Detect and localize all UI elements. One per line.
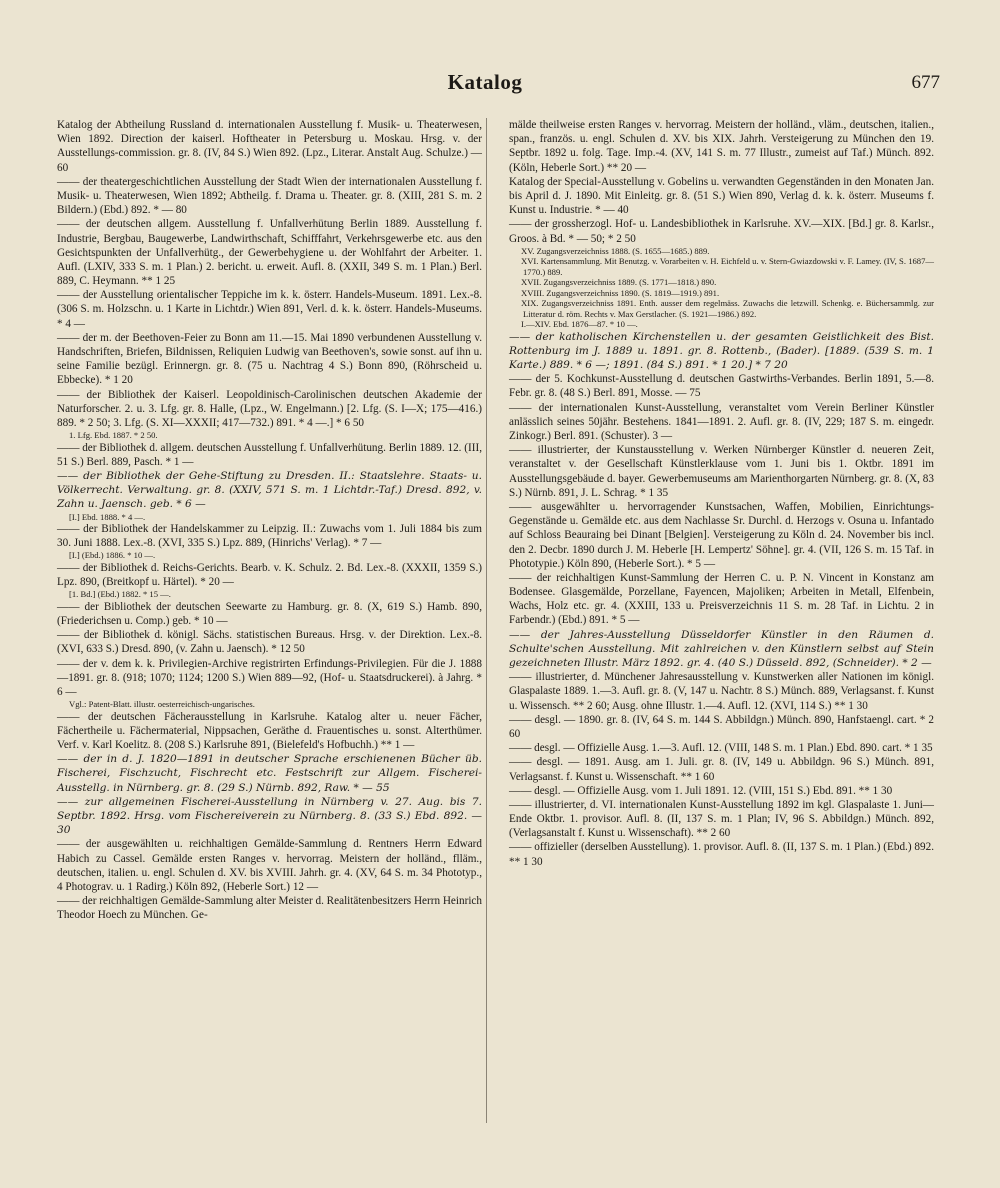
catalog-entry: —— desgl. — 1890. gr. 8. (IV, 64 S. m. 144 S. Abbildgn.) Münch. 890, Hanfstaengl. cart. * 2 60 [509,713,934,740]
catalog-entry: —— der Bibliothek der deutschen Seewarte zu Hamburg. gr. 8. (X, 619 S.) Hamb. 890, (Friederichsen u. Comp.) geb. * 10 — [57,600,482,627]
catalog-subnote: [I.] Ebd. 1888. * 4 —. [69,511,146,522]
catalog-entry: —— der Bibliothek d. Reichs-Gerichts. Bearb. v. K. Schulz. 2. Bd. Lex.-8. (XXXII, 1359 S.) Lpz. 890, (Breitkopf u. Härtel). * 20 — [57,561,482,589]
catalog-subnote: XV. Zugangsverzeichniss 1888. (S. 1655—1685.) 889. [521,245,710,256]
catalog-entry: —— illustrierter, d. Münchener Jahresausstellung v. Kunstwerken aller Nationen im königl. Glaspalaste 1889. 1.—3. Aufl. gr. 8. (V, 147 u. Nachtr. 8 S.) Münch. 889, Verlagsanst. f. Kunst u. Wissensch. ** 2 60; Ausg. ohne Illustr. 1.—4. Aufl. 12. (XVI, 114 S.) ** 1 30 [509,671,934,712]
page-number: 677 [911,72,940,93]
catalog-subnote: Vgl.: Patent-Blatt. illustr. oesterreichisch-ungarisches. [69,699,255,710]
catalog-subnote: XVIII. Zugangsverzeichniss 1890. (S. 1819—1919.) 891. [521,287,720,298]
catalog-subnote: XVI. Kartensammlung. Mit Benutzg. v. Vorarbeiten v. H. Eichfeld u. v. Stern-Gwiazdowski v. F. Lamey. (IV, S. 1687—1770.) 889. [521,256,934,277]
catalog-entry: —— der deutschen Fächerausstellung in Karlsruhe. Katalog alter u. neuer Fächer, Fächertheile u. Fächermaterial, Nippsachen, Geräthe d. Frauentisches u. sonst. Alterthümer. Verf. v. Karl Koelitz. 8. (208 S.) Karlsruhe 891, (Bielefeld's Hofbuchh.) ** 1 — [57,710,482,751]
catalog-entry: —— desgl. — Offizielle Ausg. 1.—3. Aufl. 12. (VIII, 148 S. m. 1 Plan.) Ebd. 890. cart. * 1 35 [509,742,933,755]
catalog-entry: —— ausgewählter u. hervorragender Kunstsachen, Waffen, Mobilien, Einrichtungs-Gegenstände u. Gemälde etc. aus dem Nachlasse Sr. Durchl. d. Herzogs v. Osuna u. Infantado auf Schloss Beauraing bei Dinant [Belgien]. Versteigerung zu Köln d. 24. November bis incl. den 2. Decbr. 1890 durch J. M. Heberle [H. Lempertz' Söhne]. gr. 4. (VII, 126 S. m. 15 Taf. in Phototypie.) Köln 890, (Heberle Sort.). * 5 — [509,500,934,570]
catalog-entry: —— der internationalen Kunst-Ausstellung, veranstaltet vom Verein Berliner Künstler anlässlich seines 50jähr. Bestehens. 1841—1891. 2. Aufl. gr. 8. (IV, 229; 187 S. m. eingedr. Zinkogr.) Berl. 891. (Schuster). 3 — [509,401,934,442]
catalog-entry: Katalog der Special-Ausstellung v. Gobelins u. verwandten Gegenständen in den Monaten Jan. bis April d. J. 1890. Mit Einleitg. gr. 8. (51 S.) Wien 890, Verlag d. k. k. österr. Museums f. Kunst u. Industrie. * — 40 [509,175,934,217]
catalog-entry: —— illustrierter, der Kunstausstellung v. Werken Nürnberger Künstler d. neueren Zeit, veranstaltet v. der Gesellschaft Künstlerklause vom 1. Juni bis 1. Oktbr. 1891 im Ausstellungsgebäude d. bayer. Gewerbemuseums am Marienthorgarten Nürnberg. gr. 8. (X, 83 S.) Nürnb. 891, J. L. Schrag. * 1 35 [509,444,934,499]
catalog-entry: —— der theatergeschichtlichen Ausstellung der Stadt Wien der internationalen Ausstellung f. Musik- u. Theaterwesen, Wien 1892; Abtheilg. f. Drama u. Theater. gr. 8. (XIII, 281 S. m. 2 Bildern.) (Ebd.) 892. * — 80 [57,175,482,217]
catalog-entry: mälde theilweise ersten Ranges v. hervorrag. Meistern der holländ., vläm., deutschen, italien., span., französ. u. engl. Schulen d. XV. bis XIX. Jahrh. Versteigerung zu München den 19. Septbr. 1892 u. folg. Tage. Imp.-4. (XV, 141 S. m. 77 Illustr., zumeist auf Taf.) Münch. 892. (Köln, Heberle Sort.) ** 20 — [509,119,934,174]
catalog-entry: —— der in d. J. 1820—1891 in deutscher Sprache erschienenen Bücher üb. Fischerei, Fischzucht, Fischrecht etc. Festschrift zur Allgem. Fischerei-Ausstellg. in Nürnberg. gr. 8. (29 S.) Nürnb. 892, Raw. * — 55 [57,753,482,794]
column-divider [486,118,487,1123]
page-header [30,70,940,102]
left-column [57,118,482,922]
catalog-entry: —— der katholischen Kirchenstellen u. der gesamten Geistlichkeit des Bist. Rottenburg im J. 1889 u. 1891. gr. 8. Rottenb., (Bader). [1889. (539 S. m. 1 Karte.) 889. * 6 —; 1891. (84 S.) 891. * 1 20.] * 7 20 [509,330,934,372]
catalog-entry: —— der 5. Kochkunst-Ausstellung d. deutschen Gastwirths-Verbandes. Berlin 1891, 5.—8. Febr. gr. 8. (48 S.) Berl. 891, Mosse. — 75 [509,373,934,400]
catalog-entry: —— desgl. — Offizielle Ausg. vom 1. Juli 1891. 12. (VIII, 151 S.) Ebd. 891. ** 1 30 [509,784,893,797]
running-title: Katalog [447,70,523,94]
catalog-entry: —— zur allgemeinen Fischerei-Ausstellung in Nürnberg v. 27. Aug. bis 7. Septbr. 1892. Hrsg. vom Fischereiverein zu Nürnberg. 8. (33 S.) Ebd. 892. — 30 [57,795,482,837]
catalog-entry: —— der ausgewählten u. reichhaltigen Gemälde-Sammlung d. Rentners Herrn Edward Habich zu Cassel. Gemälde ersten Ranges v. hervorrag. Meistern der holländ., flläm., deutschen, italien. u. engl. Schulen d. XV. bis XVIII. Jahrh. gr. 4. (XV, 64 S. m. 34 Phototyp., 4 Photograv. u. 1 Radirg.) Köln 892, (Heberle Sort.) 12 — [57,838,482,893]
catalog-entry: —— der m. der Beethoven-Feier zu Bonn am 11.—15. Mai 1890 verbundenen Ausstellung v. Handschriften, Briefen, Bildnissen, Reliquien Ludwig van Beethoven's, sowie sonst. auf ihn u. seine Familie bezügl. Erinnergn. gr. 8. (75 u. Nachtrag 4 S.) Bonn 890, (Röhrscheid u. Ebbecke). * 1 20 [57,331,482,387]
catalog-entry: —— der reichhaltigen Gemälde-Sammlung alter Meister d. Realitätenbesitzers Herrn Heinrich Theodor Hoech zu München. Ge- [57,895,482,922]
catalog-entry: —— der Bibliothek der Handelskammer zu Leipzig. II.: Zuwachs vom 1. Juli 1884 bis zum 30. Juni 1888. Lex.-8. (XVI, 335 S.) Lpz. 889, (Hinrichs' Verlag). * 7 — [57,523,482,550]
catalog-subnote: XVII. Zugangsverzeichniss 1889. (S. 1771—1818.) 890. [521,277,717,288]
catalog-entry: —— der Bibliothek der Kaiserl. Leopoldinisch-Carolinischen deutschen Akademie der Naturforscher. 2. u. 3. Lfg. gr. 8. Halle, (Lpz., W. Engelmann.) [2. Lfg. (S. I—X; 175—416.) 889. * 2 50; 3. Lfg. (S. XI—XXXII; 417—732.) 891. * 4 —.] * 6 50 [57,388,482,429]
catalog-entry: —— offizieller (derselben Ausstellung). 1. provisor. Aufl. 8. (II, 137 S. m. 1 Plan.) (Ebd.) 892. ** 1 30 [509,841,934,868]
catalog-entry: Katalog der Abtheilung Russland d. internationalen Ausstellung f. Musik- u. Theaterwesen, Wien 1892. Direction der kaiserl. Hoftheater in Petersburg u. Moskau. Hrsg. v. der Ausstellungs-commission. gr. 8. (IV, 84 S.) Wien 892. (Lpz., Literar. Anstalt Aug. Schulze.) — 60 [57,119,482,174]
catalog-entry: —— der deutschen allgem. Ausstellung f. Unfallverhütung Berlin 1889. Ausstellung f. Industrie, Bergbau, Baugewerbe, Landwirthschaft, Schifffahrt, Verkehrsgewerbe etc. aus den Gesichtspunkten der Unfallverhütg., der Gewerbehygiene u. der Wohlfahrt der Arbeiter. 1. Aufl. (LXIV, 333 S. m. 1 Plan.) 2. bericht. u. erweit. Aufl. 8. (XXII, 349 S. m. 1 Plan.) Berl. 889, C. Heymann. ** 1 25 [57,218,482,288]
right-column [509,118,934,869]
catalog-entry: —— der v. dem k. k. Privilegien-Archive registrirten Erfindungs-Privilegien. Für die J. 1888—1891. gr. 8. (918; 1070; 1124; 1200 S.) Wien 889—92, (Hof- u. Staatsdruckerei). à Jahrg. * 6 — [57,657,482,698]
catalog-entry: —— der reichhaltigen Kunst-Sammlung der Herren C. u. P. N. Vincent in Konstanz am Bodensee. Glasgemälde, Porzellane, Fayencen, Majoliken; Arbeiten in Metall, Elfenbein, Wachs, Holz etc. gr. 4. (XXIII, 133 u. Preisverzeichnis 11 S. m. 28 Taf. in Lichtu. 2 in Farbendr.) (Ebd.) 891. * 5 — [509,571,934,627]
catalog-entry: —— der Jahres-Ausstellung Düsseldorfer Künstler in den Räumen d. Schulte'schen Ausstellung. Mit zahlreichen v. den Künstlern selbst auf Stein gezeichneten Illustr. März 1892. gr. 4. (40 S.) Düsseld. 892, (Schneider). * 2 — [509,628,934,669]
catalog-subnote: [1. Bd.] (Ebd.) 1882. * 15 —. [69,589,171,600]
catalog-entry: —— der Bibliothek der Gehe-Stiftung zu Dresden. II.: Staatslehre. Staats- u. Völkerrecht. Verwaltung. gr. 8. (XXIV, 571 S. m. 1 Lichtdr.-Taf.) Dresd. 892, v. Zahn u. Jaensch. geb. * 6 — [57,470,482,511]
catalog-entry: —— der grossherzogl. Hof- u. Landesbibliothek in Karlsruhe. XV.—XIX. [Bd.] gr. 8. Karlsr., Groos. à Bd. * — 50; * 2 50 [509,218,934,245]
catalog-entry: —— desgl. — 1891. Ausg. am 1. Juli. gr. 8. (IV, 149 u. Abbildgn. 96 S.) Münch. 891, Verlagsanst. f. Kunst u. Wissenschaft. ** 1 60 [509,756,934,783]
catalog-subnote: 1. Lfg. Ebd. 1887. * 2 50. [69,430,158,441]
catalog-entry: —— illustrierter, d. VI. internationalen Kunst-Ausstellung 1892 im kgl. Glaspalaste 1. Juni—Ende Oktbr. 1. provisor. Aufl. 8. (II, 137 S. m. 1 Plan; IV, 96 S. Abbildgn.) Münch. 892, (Verlagsanstalt f. Kunst u. Wissenschaft). ** 2 60 [509,798,934,840]
catalog-subnote: I.—XIV. Ebd. 1876—87. * 10 —. [521,319,638,330]
catalog-entry: —— der Ausstellung orientalischer Teppiche im k. k. österr. Handels-Museum. 1891. Lex.-8. (306 S. m. Holzschn. u. 1 Karte in Lichtdr.) Wien 891, Verl. d. k. k. österr. Handels-Museums. * 4 — [57,289,482,330]
catalog-subnote: [I.] (Ebd.) 1886. * 10 —. [69,550,156,561]
catalog-entry: —— der Bibliothek d. königl. Sächs. statistischen Bureaus. Hrsg. v. der Direktion. Lex.-8. (XVI, 633 S.) Dresd. 890, (v. Zahn u. Jaensch). * 12 50 [57,629,482,656]
catalog-subnote: XIX. Zugangsverzeichniss 1891. Enth. ausser dem regelmäss. Zuwachs die letzwill. Schenkg. e. Büchersammlg. zur Litteratur d. röm. Rechts v. Max Gerstlacher. (S. 1921—1986.) 892. [521,298,934,319]
catalog-entry: —— der Bibliothek d. allgem. deutschen Ausstellung f. Unfallverhütung. Berlin 1889. 12. (III, 51 S.) Berl. 889, Pasch. * 1 — [57,441,482,468]
